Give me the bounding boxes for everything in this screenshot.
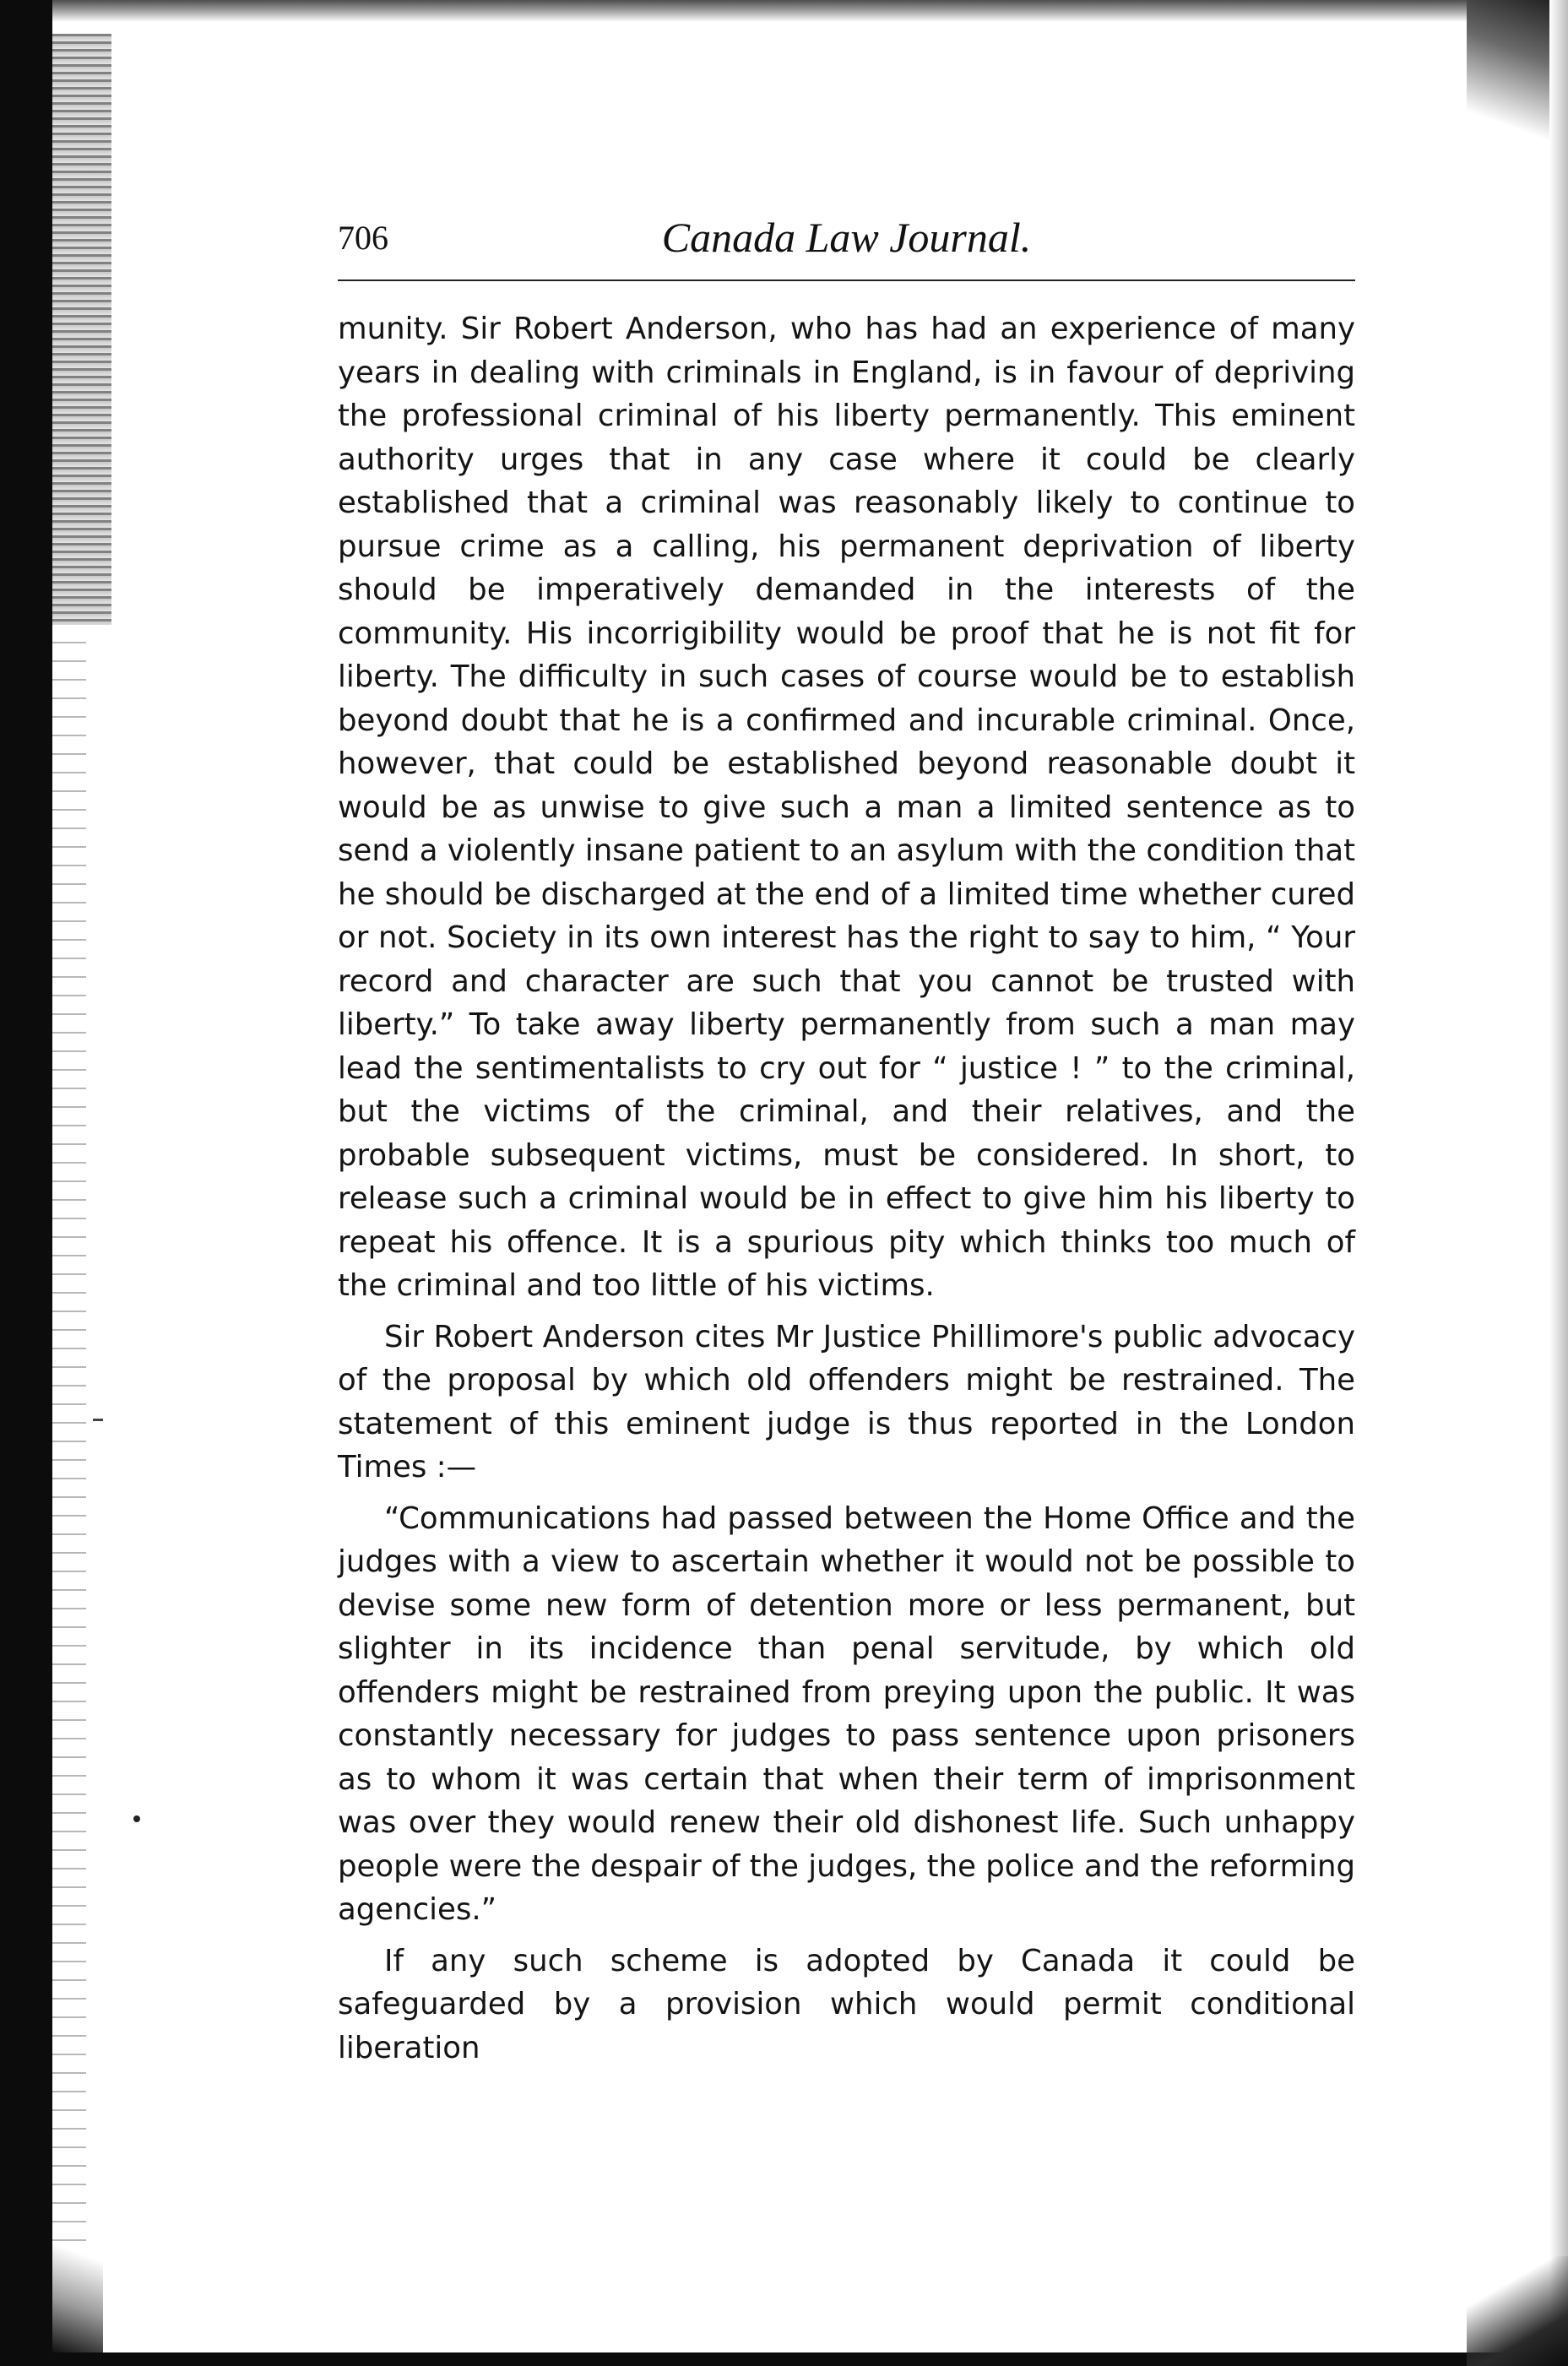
page-number: 706 <box>338 219 388 257</box>
scan-left-shadow <box>52 34 111 625</box>
scan-bottom-edge <box>52 2352 1568 2366</box>
paragraph: If any such scheme is adopted by Canada it could be safeguarded by a provision which would permit conditional liberation <box>338 1943 1355 2065</box>
body-text <box>338 307 1355 2070</box>
scan-left-speckle <box>52 642 86 2246</box>
scan-bottom-right-corner <box>1467 2256 1568 2366</box>
scan-right-edge <box>1549 0 1568 2366</box>
header-divider <box>338 279 1355 281</box>
page-header <box>338 209 1355 277</box>
quoted-paragraph: “Communications had passed between the Home Office and the judges with a view to ascertain whether it would not be possible to devise some new form of detention more or less permanent, but slighter in its incidence than penal servitude, by which old offenders might be restrained from preying upon the public. It was constantly necessary for judges to pass sentence upon prisoners as to whom it was certain that when their term of imprisonment was over they would renew their old dishonest life. Such unhappy people were the despair of the judges, the police and the reforming agencies.” <box>338 1500 1355 1927</box>
scan-left-edge <box>0 0 52 2366</box>
scan-mark <box>93 1419 103 1421</box>
running-title: Canada Law Journal. <box>661 214 1032 261</box>
scan-top-edge <box>52 0 1568 22</box>
paragraph: munity. Sir Robert Anderson, who has had an experience of many years in dealing with criminals in England, is in favour of depriving the professional criminal of his liberty permanently. This eminent authority urges that in any case where it could be clearly established that a criminal was reasonably likely to continue to pursue crime as a calling, his permanent deprivation of liberty should be imperatively demanded in the interests of the community. His incorrigibility would be proof that he is not fit for liberty. The difficulty in such cases of course would be to establish beyond doubt that he is a confirmed and incurable criminal. Once, however, that could be established beyond reasonable doubt it would be as unwise to give such a man a limited sentence as to send a violently insane patient to an asylum with the condition that he should be discharged at the end of a limited time whether cured or not. Society in its own interest has the right to say to him, “ Your record and character are such that you cannot be trusted with liberty.” To take away liberty permanently from such a man may lead the sentimentalists to cry out for “ justice ! ” to the criminal, but the victims of the criminal, and their relatives, and the probable subsequent victims, must be considered. In short, to release such a criminal would be in effect to give him his liberty to repeat his offence. It is a spurious pity which thinks too much of the criminal and too little of his victims. <box>338 312 1355 1303</box>
scan-bottom-left-corner <box>52 2234 103 2352</box>
scan-speck <box>133 1815 140 1822</box>
paragraph: Sir Robert Anderson cites Mr Justice Phillimore's public advocacy of the proposal by which old offenders might be restrained. The statement of this eminent judge is thus reported in the London Times :— <box>338 1319 1355 1484</box>
